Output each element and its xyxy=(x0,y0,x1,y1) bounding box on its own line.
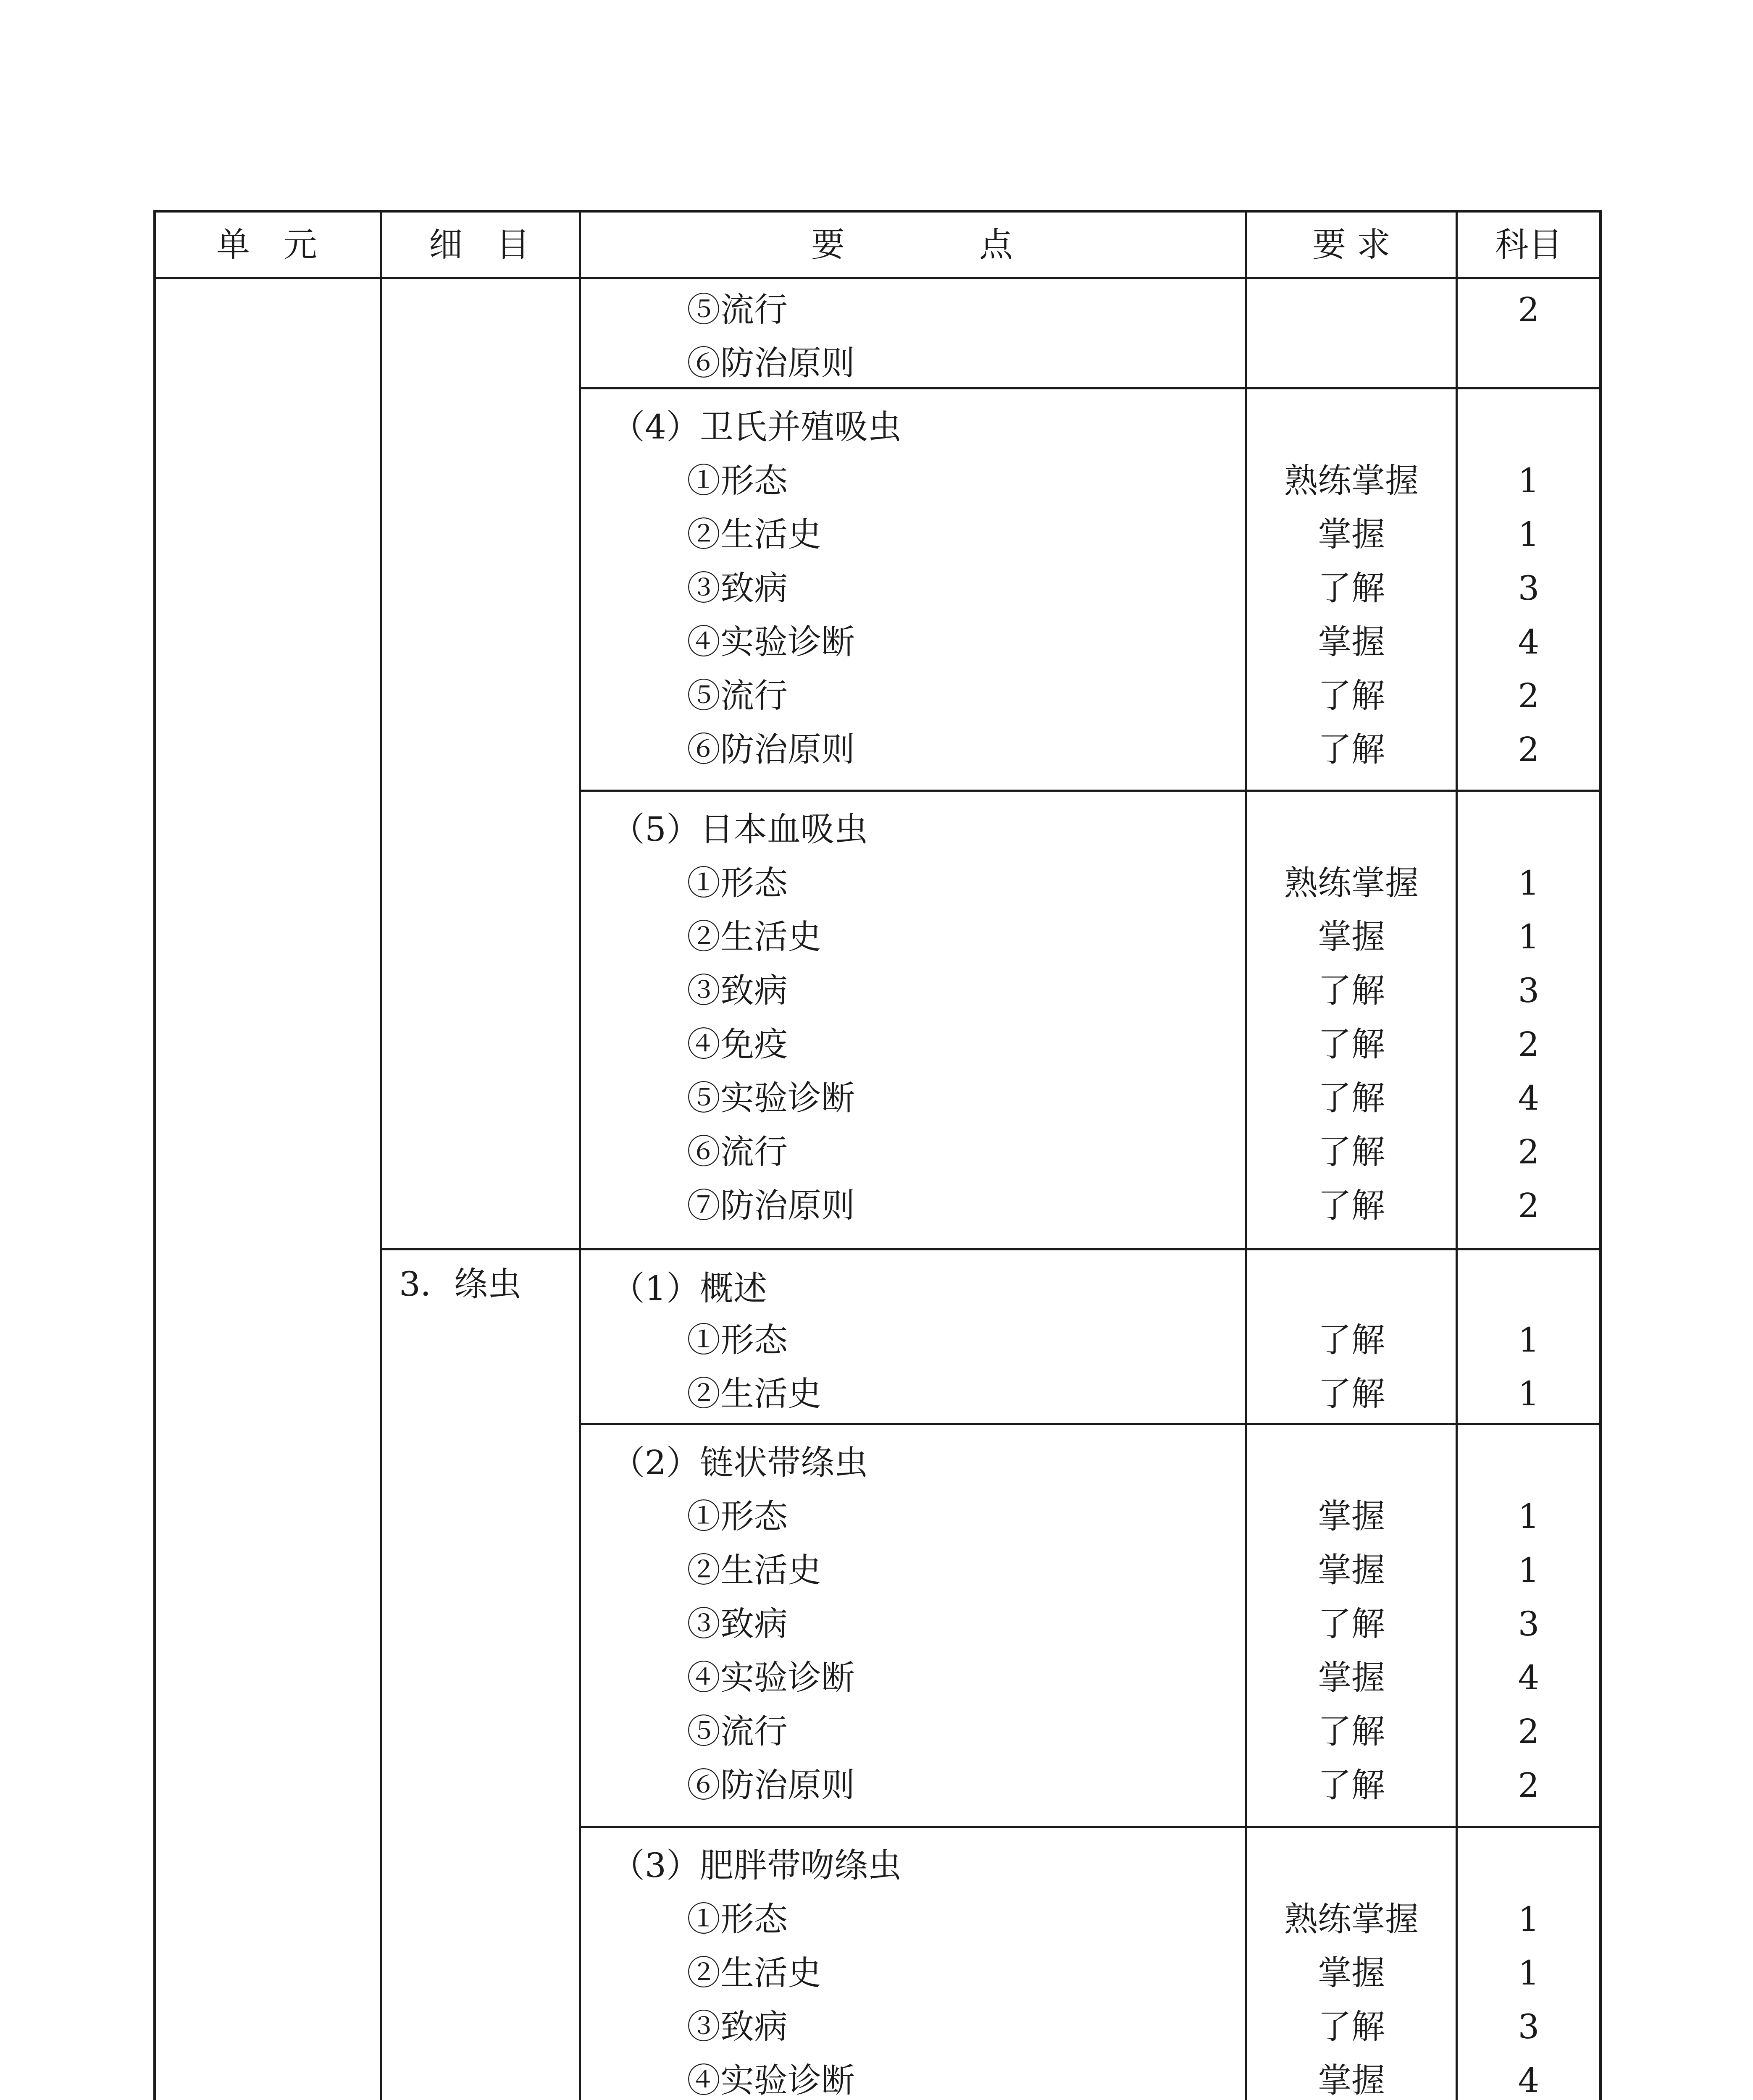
point-item: ①形态 xyxy=(687,1900,788,1939)
subject-cell: 3 xyxy=(1518,1604,1540,1643)
requirement-cell: 掌握 xyxy=(1318,1953,1385,1992)
section-title: （1）概述 xyxy=(611,1269,767,1308)
point-item: ③致病 xyxy=(687,569,788,608)
requirement-cell: 了解 xyxy=(1318,1712,1385,1751)
requirement-cell: 熟练掌握 xyxy=(1284,1900,1419,1939)
subject-cell: 1 xyxy=(1518,1953,1540,1992)
subject-cell: 4 xyxy=(1518,1079,1540,1118)
column-divider-detail xyxy=(579,210,581,2100)
point-item: ①形态 xyxy=(687,864,788,903)
header-divider xyxy=(153,277,1602,279)
subject-cell: 4 xyxy=(1518,1658,1540,1697)
point-item: ②生活史 xyxy=(687,1953,821,1992)
subject-cell: 1 xyxy=(1518,515,1540,554)
requirement-cell: 了解 xyxy=(1318,569,1385,608)
subject-cell: 1 xyxy=(1518,1900,1540,1939)
requirement-cell: 了解 xyxy=(1318,1374,1385,1413)
subject-cell: 1 xyxy=(1518,1551,1540,1590)
table-border-top xyxy=(153,210,1602,213)
point-item: ②生活史 xyxy=(687,1374,821,1413)
requirement-cell: 了解 xyxy=(1318,1186,1385,1225)
column-divider-requirement xyxy=(1456,210,1458,2100)
subject-cell: 1 xyxy=(1518,1374,1540,1413)
section-separator xyxy=(579,1826,1602,1828)
requirement-cell: 了解 xyxy=(1318,1320,1385,1360)
requirement-cell: 了解 xyxy=(1318,1604,1385,1643)
section-separator xyxy=(380,1248,1602,1250)
requirement-cell: 了解 xyxy=(1318,676,1385,715)
requirement-cell: 了解 xyxy=(1318,1766,1385,1805)
point-item: ③致病 xyxy=(687,971,788,1010)
subject-cell: 2 xyxy=(1518,1025,1540,1064)
point-item: ④免疫 xyxy=(687,1025,788,1064)
point-item: ⑥流行 xyxy=(687,1132,788,1171)
header-detail: 细 目 xyxy=(429,225,530,264)
requirement-cell: 掌握 xyxy=(1318,515,1385,554)
requirement-cell: 掌握 xyxy=(1318,1497,1385,1536)
requirement-cell: 熟练掌握 xyxy=(1284,461,1419,500)
point-item: ②生活史 xyxy=(687,515,821,554)
subject-cell: 1 xyxy=(1518,461,1540,500)
section-title: （4）卫氏并殖吸虫 xyxy=(611,407,901,446)
point-item: ③致病 xyxy=(687,2007,788,2046)
requirement-cell: 掌握 xyxy=(1318,917,1385,956)
point-item: ②生活史 xyxy=(687,1551,821,1590)
point-item: ②生活史 xyxy=(687,917,821,956)
point-item: ①形态 xyxy=(687,1497,788,1536)
table-border-left xyxy=(153,210,156,2100)
table-border-right xyxy=(1599,210,1602,2100)
requirement-cell: 掌握 xyxy=(1318,622,1385,662)
requirement-cell: 掌握 xyxy=(1318,2061,1385,2100)
header-points: 要 点 xyxy=(811,225,1013,264)
subject-cell: 2 xyxy=(1518,1186,1540,1225)
requirement-cell: 了解 xyxy=(1318,1025,1385,1064)
requirement-cell: 掌握 xyxy=(1318,1551,1385,1590)
requirement-cell: 了解 xyxy=(1318,2007,1385,2046)
subject-cell: 2 xyxy=(1518,730,1540,769)
subject-cell: 2 xyxy=(1518,676,1540,715)
subject-cell: 3 xyxy=(1518,569,1540,608)
subject-cell: 1 xyxy=(1518,917,1540,956)
point-item: ⑥防治原则 xyxy=(687,1766,855,1805)
detail-cell: 3．绦虫 xyxy=(399,1265,521,1304)
section-title: （3）肥胖带吻绦虫 xyxy=(611,1846,901,1885)
point-item: ⑥防治原则 xyxy=(687,730,855,769)
requirement-cell: 了解 xyxy=(1318,730,1385,769)
subject-cell: 4 xyxy=(1518,622,1540,662)
header-subject: 科目 xyxy=(1495,225,1562,264)
point-item: ①形态 xyxy=(687,1320,788,1360)
subject-cell: 2 xyxy=(1518,290,1540,329)
requirement-cell: 熟练掌握 xyxy=(1284,864,1419,903)
section-title: （2）链状带绦虫 xyxy=(611,1443,868,1482)
requirement-cell: 掌握 xyxy=(1318,1658,1385,1697)
requirement-cell: 了解 xyxy=(1318,971,1385,1010)
subject-cell: 3 xyxy=(1518,2007,1540,2046)
subject-cell: 2 xyxy=(1518,1712,1540,1751)
column-divider-unit xyxy=(380,210,382,2100)
header-requirement: 要 求 xyxy=(1312,225,1390,264)
subject-cell: 4 xyxy=(1518,2061,1540,2100)
subject-cell: 1 xyxy=(1518,1320,1540,1360)
subject-cell: 1 xyxy=(1518,1497,1540,1536)
subject-cell: 2 xyxy=(1518,1766,1540,1805)
column-divider-points xyxy=(1245,210,1247,2100)
point-item: ④实验诊断 xyxy=(687,1658,855,1697)
point-item: ③致病 xyxy=(687,1604,788,1643)
section-title: （5）日本血吸虫 xyxy=(611,810,868,849)
subject-cell: 3 xyxy=(1518,971,1540,1010)
section-separator xyxy=(579,790,1602,792)
point-item: ⑤流行 xyxy=(687,290,788,329)
point-item: ④实验诊断 xyxy=(687,2061,855,2100)
point-item: ④实验诊断 xyxy=(687,622,855,662)
section-separator xyxy=(579,387,1602,389)
subject-cell: 1 xyxy=(1518,864,1540,903)
header-unit: 单 元 xyxy=(216,225,317,264)
point-item: ⑤流行 xyxy=(687,1712,788,1751)
point-item: ①形态 xyxy=(687,461,788,500)
requirement-cell: 了解 xyxy=(1318,1132,1385,1171)
section-separator xyxy=(579,1423,1602,1425)
point-item: ⑤流行 xyxy=(687,676,788,715)
point-item: ⑤实验诊断 xyxy=(687,1079,855,1118)
point-item: ⑥防治原则 xyxy=(687,344,855,383)
requirement-cell: 了解 xyxy=(1318,1079,1385,1118)
point-item: ⑦防治原则 xyxy=(687,1186,855,1225)
subject-cell: 2 xyxy=(1518,1132,1540,1171)
